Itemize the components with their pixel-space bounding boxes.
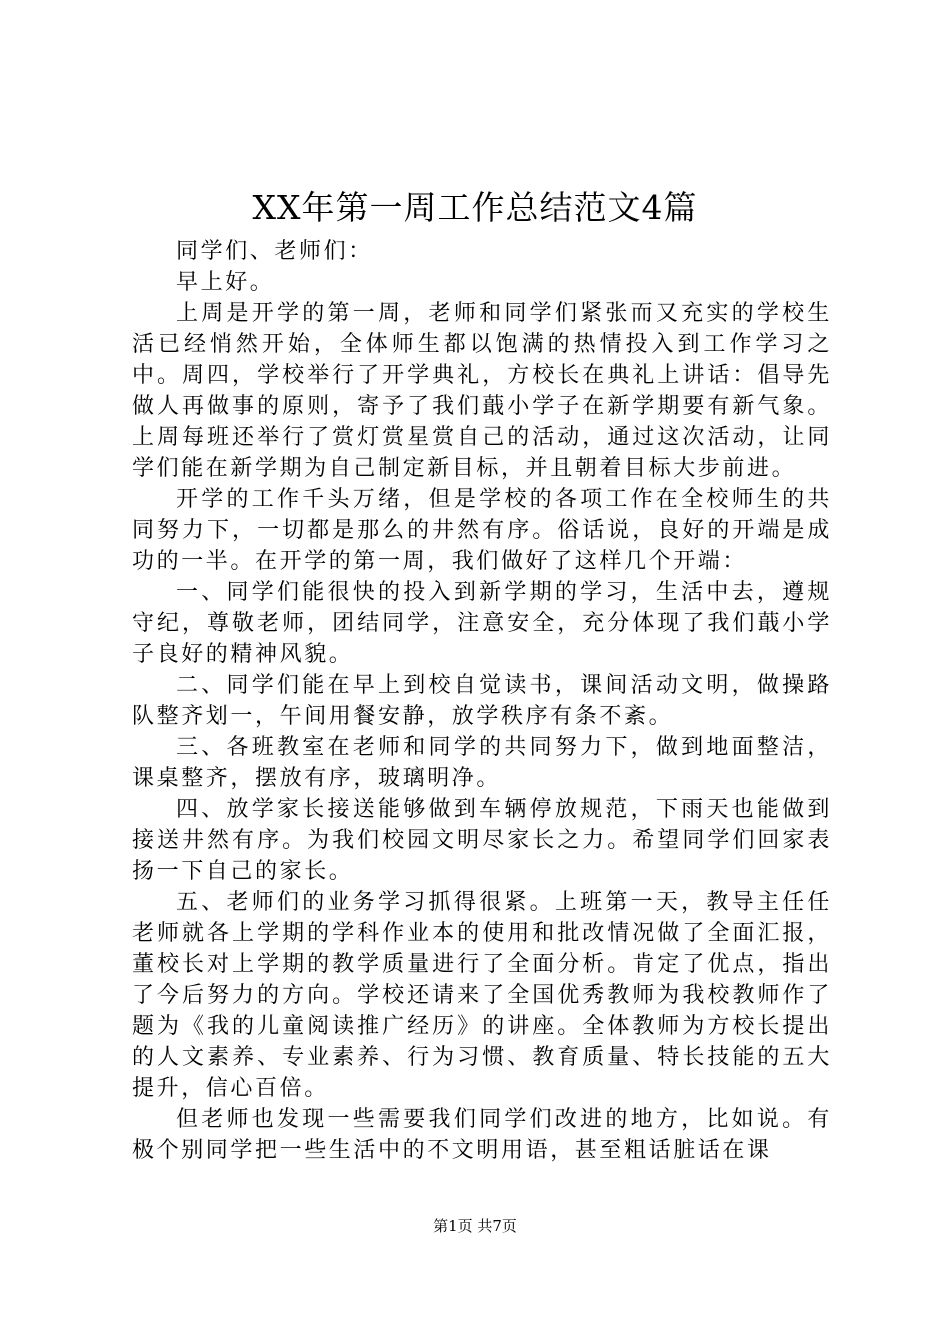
paragraph: 开学的工作千头万绪，但是学校的各项工作在全校师生的共同努力下，一切都是那么的井然有序。俗话说，良好的开端是成功的一半。在开学的第一周，我们做好了这样几个开端： bbox=[132, 487, 832, 574]
document-body bbox=[132, 236, 832, 1166]
paragraph-item-2: 二、同学们能在早上到校自觉读书，课间活动文明，做操路队整齐划一，午间用餐安静，放学秩序有条不紊。 bbox=[132, 673, 832, 729]
paragraph-greeting: 同学们、老师们： bbox=[176, 239, 373, 264]
paragraph-item-4: 四、放学家长接送能够做到车辆停放规范，下雨天也能做到接送井然有序。为我们校园文明尽家长之力。希望同学们回家表扬一下自己的家长。 bbox=[132, 797, 832, 884]
document-title: XX年第一周工作总结范文4篇 bbox=[252, 188, 698, 227]
paragraph-salutation: 早上好。 bbox=[176, 270, 275, 295]
paragraph-item-3: 三、各班教室在老师和同学的共同努力下，做到地面整洁，课桌整齐，摆放有序，玻璃明净。 bbox=[132, 735, 832, 791]
paragraph: 但老师也发现一些需要我们同学们改进的地方，比如说。有极个别同学把一些生活中的不文明用语，甚至粗话脏话在课 bbox=[132, 1107, 832, 1163]
paragraph-item-5: 五、老师们的业务学习抓得很紧。上班第一天，教导主任任老师就各上学期的学科作业本的使用和批改情况做了全面汇报，董校长对上学期的教学质量进行了全面分析。肯定了优点，指出了今后努力的方向。学校还请来了全国优秀教师为我校教师作了题为《我的儿童阅读推广经历》的讲座。全体教师为方校长提出的人文素养、专业素养、行为习惯、教育质量、特长技能的五大提升，信心百倍。 bbox=[132, 890, 832, 1101]
page-number-footer: 第1页 共7页 bbox=[433, 1217, 517, 1235]
paragraph-item-1: 一、同学们能很快的投入到新学期的学习，生活中去，遵规守纪，尊敬老师，团结同学，注意安全，充分体现了我们蕺小学子良好的精神风貌。 bbox=[132, 580, 832, 667]
paragraph: 上周是开学的第一周，老师和同学们紧张而又充实的学校生活已经悄然开始，全体师生都以饱满的热情投入到工作学习之中。周四，学校举行了开学典礼，方校长在典礼上讲话：倡导先做人再做事的原则，寄予了我们蕺小学子在新学期要有新气象。上周每班还举行了赏灯赏星赏自己的活动，通过这次活动，让同学们能在新学期为自己制定新目标，并且朝着目标大步前进。 bbox=[132, 301, 832, 481]
